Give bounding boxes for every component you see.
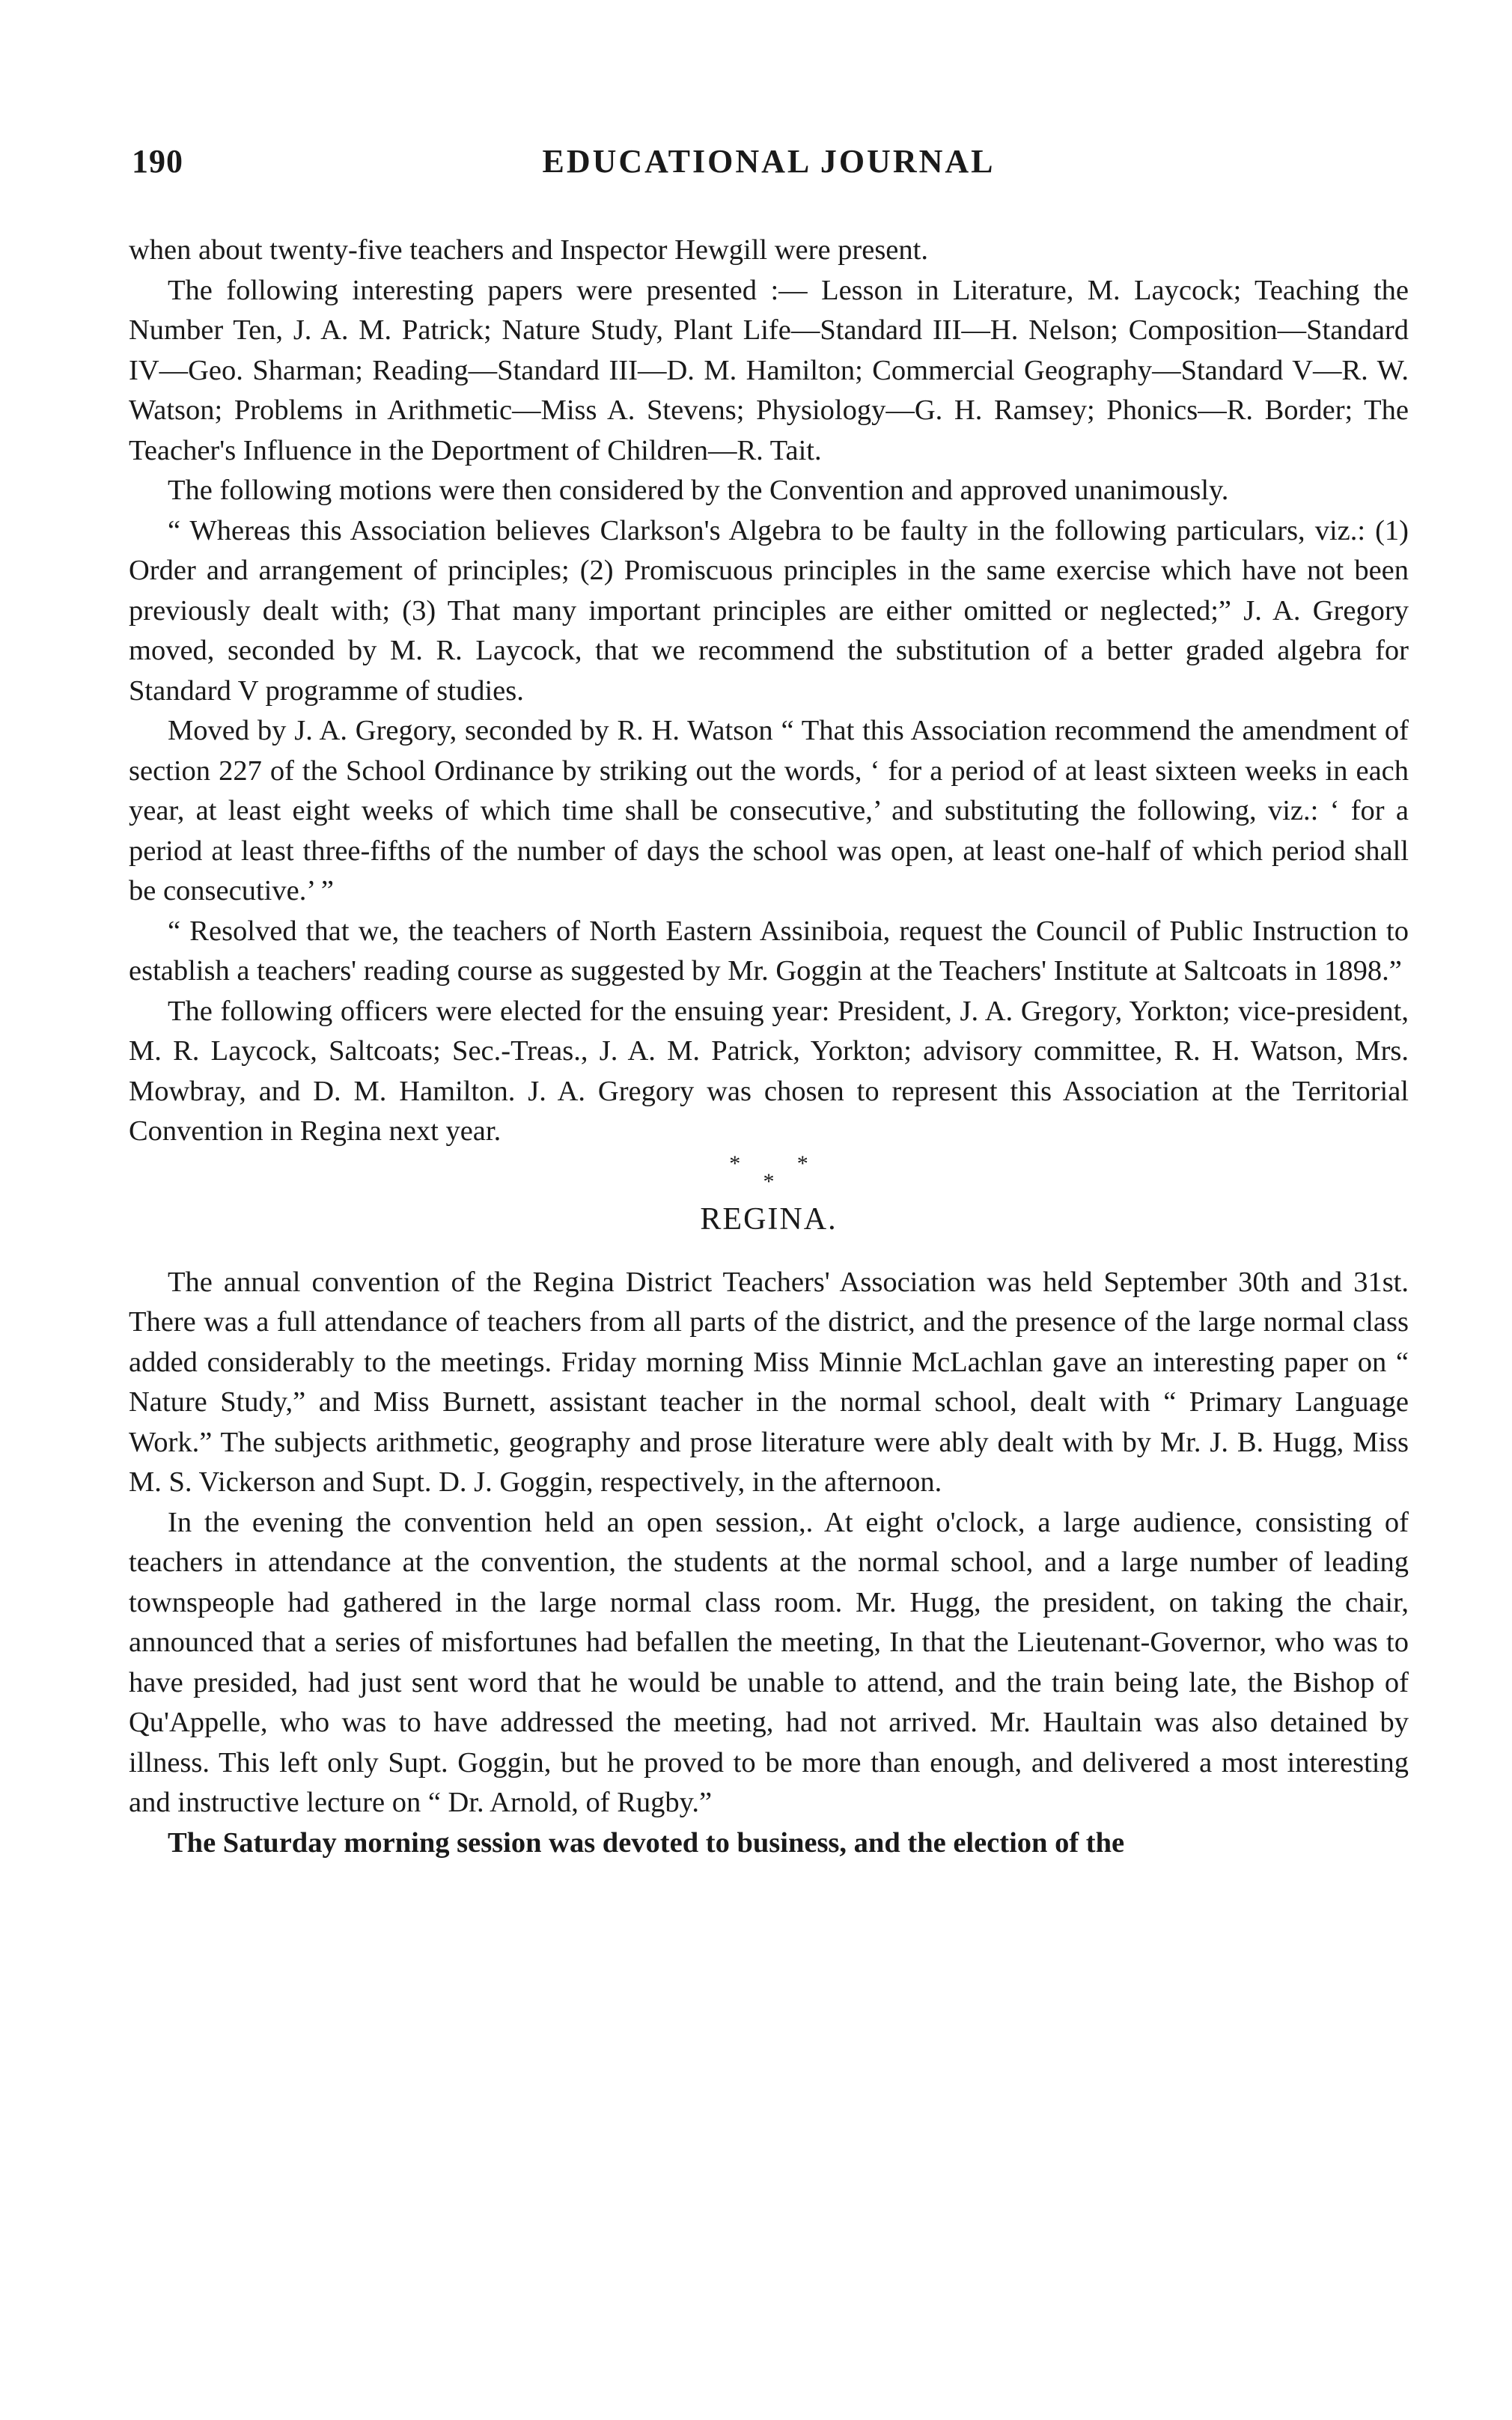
paragraph-papers-presented: The following interesting papers were presented :— Lesson in Literature, M. Laycock; Teaching the Number Ten, J. A. M. Patrick; Nature Study, Plant Life—Standard III—H. Nelson; Composition—Standard IV—Geo. Sharman; Reading—Standard III—D. M. Hamilton; Commercial Geography—Standard V—R. W. Watson; Problems in Arithmetic—Miss A. Stevens; Physiology—G. H. Ramsey; Phonics—R. Border; The Teacher's Influence in the Deportment of Children—R. Tait. <box>129 274 1409 466</box>
paragraph-ordinance-amendment: Moved by J. A. Gregory, seconded by R. H. Watson “ That this Association recommend the amendment of section 227 of the School Ordinance by striking out the words, ‘ for a period of at least sixteen weeks in each year, at least eight weeks of which time shall be consecutive,’ and substituting the following, viz.: ‘ for a period at least three-fifths of the number of days the school was open, at least one-half of which period shall be consecutive.’ ” <box>129 715 1409 906</box>
paragraph-officers-elected: The following officers were elected for the ensuing year: President, J. A. Gregory, Yorkton; vice-president, M. R. Laycock, Saltcoats; Sec.-Treas., J. A. M. Patrick, Yorkton; advisory committee, R. H. Watson, Mrs. Mowbray, and D. M. Hamilton. J. A. Gregory was chosen to represent this Association at the Territorial Convention in Regina next year. <box>129 995 1409 1147</box>
page <box>129 135 1409 1863</box>
page-header <box>129 135 1409 187</box>
paragraph-annual-convention: The annual convention of the Regina District Teachers' Association was held September 30th and 31st. There was a full attendance of teachers from all parts of the district, and the presence of the large normal class added considerably to the meetings. Friday morning Miss Minnie McLachlan gave an interesting paper on “ Nature Study,” and Miss Burnett, assistant teacher in the normal school, dealt with “ Primary Language Work.” The subjects arithmetic, geography and prose literature were ably dealt with by Mr. J. B. Hugg, Miss M. S. Vickerson and Supt. D. J. Goggin, respectively, in the afternoon. <box>129 1266 1409 1498</box>
paragraph-algebra-resolution: “ Whereas this Association believes Clarkson's Algebra to be faulty in the following particulars, viz.: (1) Order and arrangement of principles; (2) Promiscuous principles in the same exercise which have not been previously dealt with; (3) That many important principles are either omitted or neglected;” J. A. Gregory moved, seconded by M. R. Laycock, that we recommend the substitution of a better graded algebra for Standard V programme of studies. <box>129 514 1409 707</box>
paragraph-reading-course: “ Resolved that we, the teachers of North Eastern Assiniboia, request the Council of Public Instruction to establish a teachers' reading course as suggested by Mr. Goggin at the Teachers' Institute at Saltcoats in 1898.” <box>129 915 1409 987</box>
running-title: EDUCATIONAL JOURNAL <box>542 143 996 180</box>
article-body-regina <box>129 1263 1409 1864</box>
paragraph-motions: The following motions were then considered by the Convention and approved unanimously. <box>168 475 1229 506</box>
asterism-bottom-row: * <box>763 1168 775 1194</box>
asterism-top-row: * * <box>729 1150 834 1176</box>
paragraph-evening-session: In the evening the convention held an open session,. At eight o'clock, a large audience, consisting of teachers in attendance at the convention, the students at the normal school, and a large number of leading townspeople had gathered in the large normal class room. Mr. Hugg, the president, on taking the chair, announced that a series of misfortunes had befallen the meeting, In that the Lieutenant-Governor, who was to have presided, had just sent word that he would be unable to attend, and the train being late, the Bishop of Qu'Appelle, who was to have addressed the meeting, had not arrived. Mr. Haultain was also detained by illness. This left only Supt. Goggin, but he proved to be more than enough, and delivered a most interesting and instructive lecture on “ Dr. Arnold, of Rugby.” <box>129 1506 1409 1818</box>
paragraph-saturday-session: The Saturday morning session was devoted to business, and the election of the <box>168 1826 1125 1859</box>
article-body-top <box>129 231 1409 1152</box>
section-heading-regina: REGINA. <box>700 1201 838 1237</box>
paragraph-continuation: when about twenty-five teachers and Inspector Hewgill were present. <box>129 234 928 266</box>
section-divider-asterism <box>129 1152 1409 1198</box>
page-number: 190 <box>132 143 183 180</box>
